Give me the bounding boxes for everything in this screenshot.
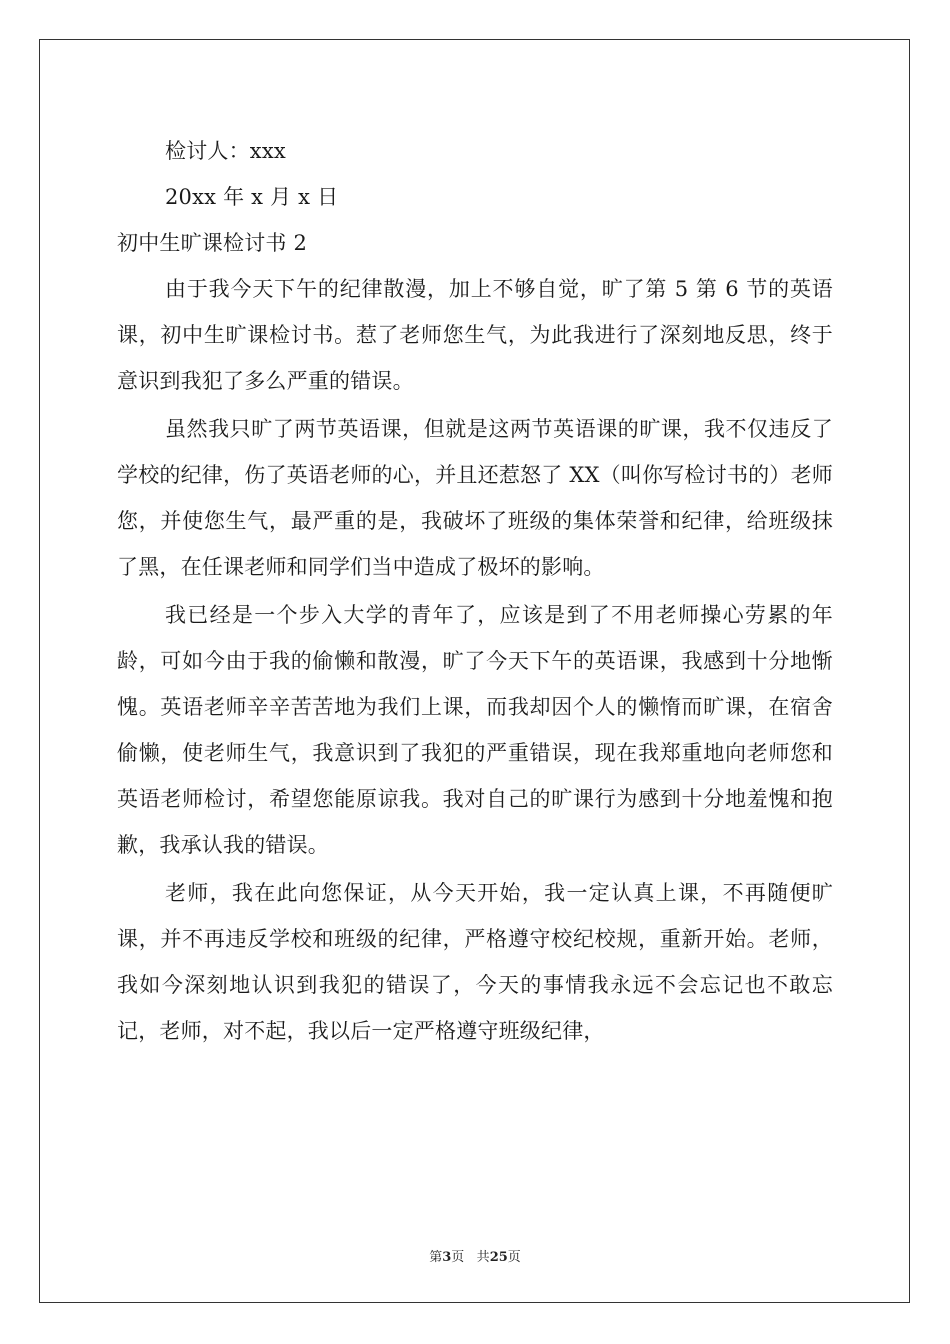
page-footer — [0, 1246, 950, 1265]
date-line: 20xx 年 x 月 x 日 — [165, 185, 339, 209]
paragraph: 虽然我只旷了两节英语课，但就是这两节英语课的旷课，我不仅违反了学校的纪律，伤了英语老师的心，并且还惹怒了 XX（叫你写检讨书的）老师您，并使您生气，最严重的是，我破坏了班级的集体荣誉和纪律，给班级抹了黑，在任课老师和同学们当中造成了极坏的影响。 — [117, 417, 833, 579]
total-prefix: 共 — [476, 1250, 490, 1265]
section-title: 初中生旷课检讨书 2 — [117, 231, 308, 255]
page-number: 3 — [442, 1250, 452, 1265]
total-pages: 25 — [489, 1250, 508, 1265]
paragraph: 老师，我在此向您保证，从今天开始，我一定认真上课，不再随便旷课，并不再违反学校和班级的纪律，严格遵守校纪校规，重新开始。老师，我如今深刻地认识到我犯的错误了，今天的事情我永远不会忘记也不敢忘记，老师，对不起，我以后一定严格遵守班级纪律， — [117, 881, 833, 1043]
total-suffix: 页 — [507, 1250, 521, 1265]
document-body — [117, 128, 833, 1056]
page-suffix: 页 — [451, 1250, 465, 1265]
page-prefix: 第 — [429, 1250, 443, 1265]
paragraph: 我已经是一个步入大学的青年了，应该是到了不用老师操心劳累的年龄，可如今由于我的偷懒和散漫，旷了今天下午的英语课，我感到十分地惭愧。英语老师辛辛苦苦地为我们上课，而我却因个人的懒惰而旷课，在宿舍偷懒，使老师生气，我意识到了我犯的严重错误，现在我郑重地向老师您和英语老师检讨，希望您能原谅我。我对自己的旷课行为感到十分地羞愧和抱歉，我承认我的错误。 — [117, 603, 833, 857]
signature-line: 检讨人：xxx — [165, 139, 286, 163]
paragraph: 由于我今天下午的纪律散漫，加上不够自觉，旷了第 5 第 6 节的英语课，初中生旷课检讨书。惹了老师您生气，为此我进行了深刻地反思，终于意识到我犯了多么严重的错误。 — [117, 277, 833, 393]
